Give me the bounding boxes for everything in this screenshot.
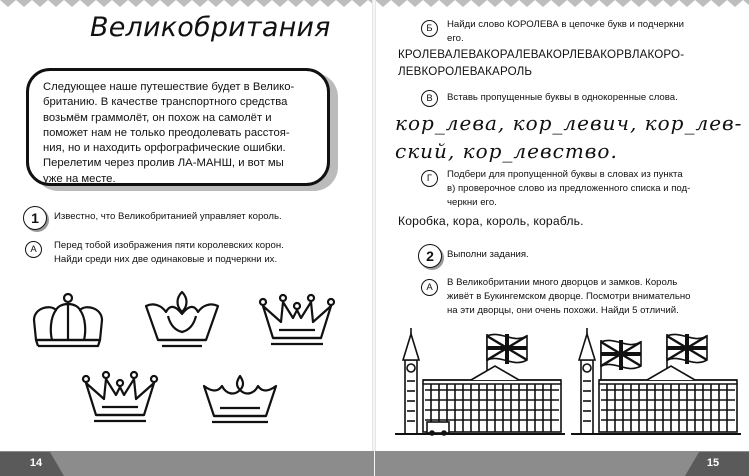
crown-icon[interactable] (78, 369, 162, 425)
intro-line: британию. В качестве транспортного средства (43, 96, 288, 109)
task-b-text (447, 18, 684, 46)
task-line: черкни его. (447, 197, 497, 208)
intro-line: поможет нам не только преодолевать расстоя- (43, 126, 290, 139)
task-line: его. (447, 33, 464, 44)
task-g-text (447, 168, 690, 210)
task-line: в) проверочное слово из предложенного списка и под- (447, 183, 691, 194)
task-line: Найди слово КОРОЛЕВА в цепочке букв и подчеркни (447, 19, 685, 30)
palace-icon[interactable] (395, 326, 565, 438)
intro-line: Перелетим через пролив ЛА-МАНШ, и вот мы (43, 157, 284, 170)
task-1a-text (54, 239, 284, 267)
task-line: Найди среди них две одинаковые и подчеркни их. (54, 254, 278, 265)
task-1-text: Известно, что Великобританией управляет король. (54, 211, 282, 222)
left-page (0, 0, 374, 476)
subtask-letter-badge: Г (421, 170, 438, 187)
letter-chain-line[interactable]: КРОЛЕВАЛЕВАКОРАЛЕВАКОРЛЕВАКОРВЛАКОРО- (398, 48, 685, 61)
task-number-badge: 2 (418, 244, 442, 268)
intro-line: Следующее наше путешествие будет в Велико- (43, 81, 295, 93)
intro-line: ния, но и находить орфографические ошибки. (43, 142, 286, 155)
letter-chain-line[interactable]: ЛЕВКОРОЛЕВАКАРОЛЬ (398, 65, 533, 78)
union-jack-flag-icon (601, 340, 641, 382)
crown-icon[interactable] (140, 288, 224, 350)
word-choices[interactable]: Коробка, кора, король, корабль. (398, 214, 584, 228)
subtask-letter-badge: Б (421, 20, 438, 37)
page-number: 15 (706, 457, 720, 469)
crown-icon[interactable] (30, 292, 106, 352)
task-2a-text (447, 276, 691, 318)
handwriting-line[interactable]: кор_лева, кор_левич, кор_лев- (395, 111, 743, 135)
task-line: живёт в Букингемском дворце. Посмотри внимательно (447, 291, 691, 302)
right-page (375, 0, 749, 476)
crown-icon[interactable] (198, 372, 282, 426)
page-title: Великобритания (90, 12, 331, 43)
task-line: В Великобритании много дворцов и замков. Король (447, 277, 678, 288)
task-v-text: Вставь пропущенные буквы в однокоренные слова. (447, 92, 678, 103)
task-2-text: Выполни задания. (447, 249, 529, 260)
task-line: Подбери для пропущенной буквы в словах из пункта (447, 169, 683, 180)
task-line: Перед тобой изображения пяти королевских корон. (54, 240, 284, 251)
palace-icon[interactable] (571, 326, 741, 438)
crown-icon[interactable] (255, 292, 339, 348)
intro-text-box (26, 68, 330, 186)
intro-line: возьмём граммолёт, он похож на самолёт и (43, 111, 272, 124)
subtask-letter-badge: В (421, 90, 438, 107)
handwriting-line[interactable]: ский, кор_левство. (395, 139, 618, 163)
subtask-letter-badge: А (25, 241, 42, 258)
intro-line: уже на месте. (43, 172, 116, 185)
subtask-letter-badge: А (421, 279, 438, 296)
big-ben-icon (403, 328, 419, 434)
bus-icon (427, 422, 449, 435)
task-number-badge: 1 (23, 206, 47, 230)
page-number: 14 (29, 457, 43, 469)
big-ben-icon (579, 328, 595, 434)
task-line: на эти дворцы, они очень похожи. Найди 5 отличий. (447, 305, 679, 316)
